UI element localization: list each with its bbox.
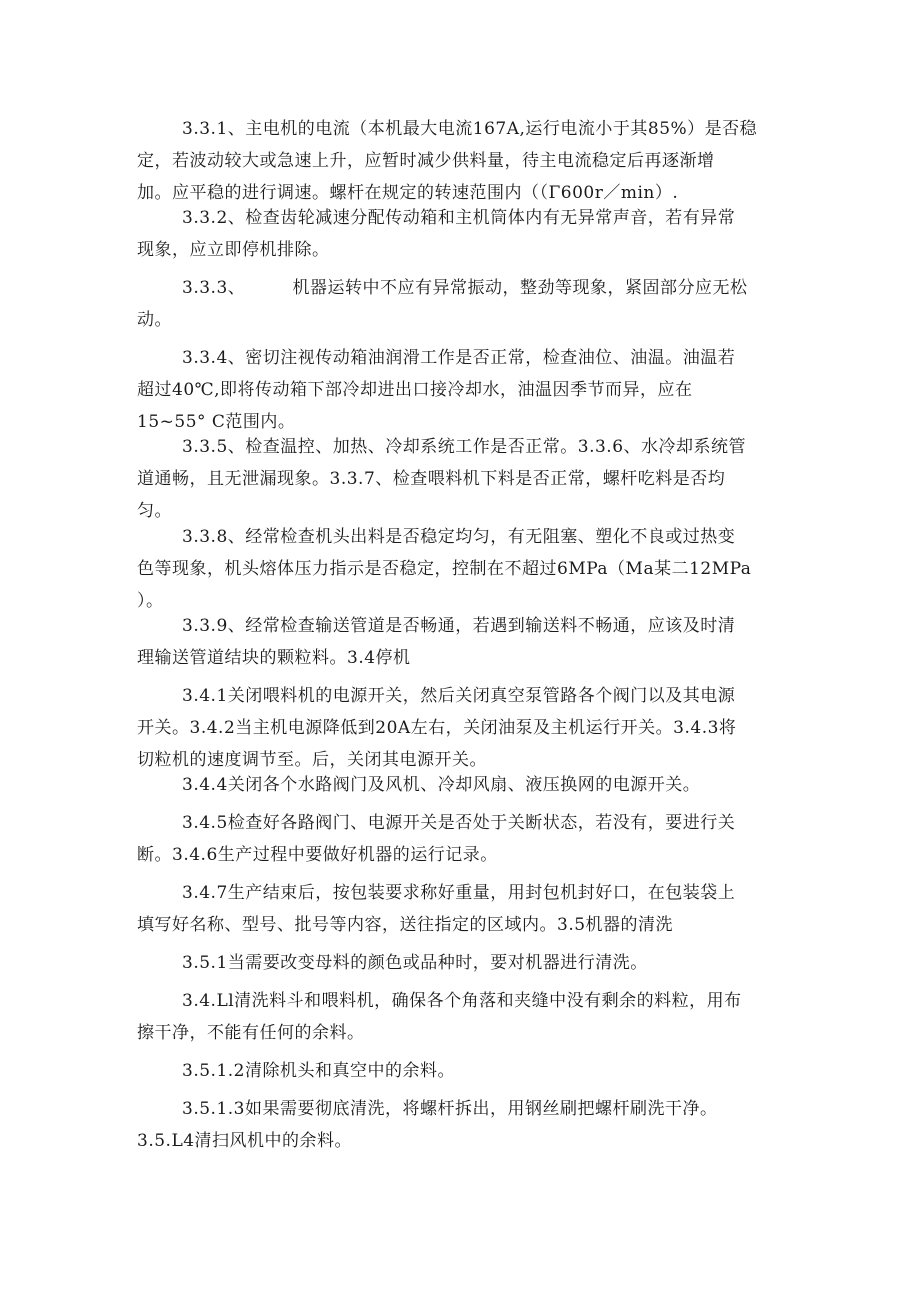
text-line: 色等现象，机头熔体压力指示是否稳定，控制在不超过6MPa（Ma某二12MPa [137, 559, 752, 579]
paragraph-3-5-1-2 [137, 1055, 787, 1087]
text-line: 3.3.4、密切注视传动箱油润滑工作是否正常，检查油位、油温。油温若 [182, 348, 736, 368]
text-line: 3.4.7生产结束后，按包装要求称好重量，用封包机封好口，在包装袋上 [182, 883, 736, 903]
text-line: 3.3.5、检查温控、加热、冷却系统工作是否正常。3.3.6、水冷却系统管 [182, 437, 747, 457]
text-line: ）。 [137, 591, 164, 611]
text-line: 3.4.Ll清洗料斗和喂料机，确保各个角落和夹缝中没有剩余的料粒，用布 [182, 991, 742, 1011]
text-line: 加。应平稳的进行调速。螺杆在规定的转速范围内（（Γ600r／min）. [137, 183, 679, 203]
text-line: 道通畅，且无泄漏现象。3.3.7、检查喂料机下料是否正常，螺杆吃料是否均 [137, 469, 726, 489]
text-line: 3.4.1关闭喂料机的电源开关，然后关闭真空泵管路各个阀门以及其电源 [182, 686, 736, 706]
paragraph-3-3-9 [137, 610, 787, 674]
text-line: 现象，应立即停机排除。 [137, 240, 330, 260]
text-line: 动。 [137, 310, 172, 330]
text-line: 匀。 [137, 501, 172, 521]
paragraph-3-4-1 [137, 680, 787, 776]
paragraph-3-3-1 [137, 113, 787, 209]
text-line: 定，若波动较大或急速上升，应暂时减少供料量，待主电流稳定后再逐渐增 [137, 151, 715, 171]
paragraph-3-3-4 [137, 342, 787, 438]
text-line: 3.5.1.2清除机头和真空中的余料。 [182, 1061, 455, 1081]
paragraph-3-5-1 [137, 947, 787, 979]
text-line: 3.4.4关闭各个水路阀门及风机、冷却风扇、液压换网的电源开关。 [182, 775, 701, 795]
paragraph-3-4-5 [137, 807, 787, 871]
text-line: 擦干净，不能有任何的余料。 [137, 1023, 365, 1043]
text-line: 3.3.9、经常检查输送管道是否畅通，若遇到输送料不畅通，应该及时清 [182, 616, 736, 636]
text-line: 填写好名称、型号、批号等内容，送往指定的区域内。3.5机器的清洗 [137, 915, 674, 935]
paragraph-3-3-5 [137, 431, 787, 527]
paragraph-3-3-3 [137, 272, 787, 336]
text-line: 3.4.5检查好各路阀门、电源开关是否处于关断状态，若没有，要进行关 [182, 813, 736, 833]
text-line: 3.3.1、主电机的电流（本机最大电流167A,运行电流小于其85%）是否稳 [182, 119, 758, 139]
text-line: 3.3.8、经常检查机头出料是否稳定均匀，有无阻塞、塑化不良或过热变 [182, 527, 736, 547]
text-line: 理输送管道结块的颗粒料。3.4停机 [137, 648, 411, 668]
text-line: 断。3.4.6生产过程中要做好机器的运行记录。 [137, 845, 498, 865]
paragraph-3-3-8 [137, 521, 787, 617]
text-line: 3.5.1.3如果需要彻底清洗，将螺杆拆出，用钢丝刷把螺杆刷洗干净。 [182, 1099, 718, 1119]
paragraph-3-4-7 [137, 877, 787, 941]
paragraph-3-4-4 [137, 769, 787, 801]
text-line: 3.3.2、检查齿轮减速分配传动箱和主机筒体内有无异常声音，若有异常 [182, 208, 736, 228]
text-line: 切粒机的速度调节至。后，关闭其电源开关。 [137, 750, 487, 770]
text-line: 3.5.L4清扫风机中的余料。 [137, 1131, 353, 1151]
paragraph-3-4-l1 [137, 985, 787, 1049]
text-line: 超过40℃,即将传动箱下部冷却进出口接冷却水，油温因季节而异，应在 [137, 380, 693, 400]
text-line: 3.3.3、 机器运转中不应有异常振动，整劲等现象，紧固部分应无松 [182, 278, 748, 298]
text-line: 开关。3.4.2当主机电源降低到20A左右，关闭油泵及主机运行开关。3.4.3将 [137, 718, 737, 738]
text-line: 15~55° C范围内。 [137, 412, 296, 432]
text-line: 3.5.1当需要改变母料的颜色或品种时，要对机器进行清洗。 [182, 953, 648, 973]
paragraph-3-5-1-3 [137, 1093, 787, 1157]
paragraph-3-3-2 [137, 202, 787, 266]
